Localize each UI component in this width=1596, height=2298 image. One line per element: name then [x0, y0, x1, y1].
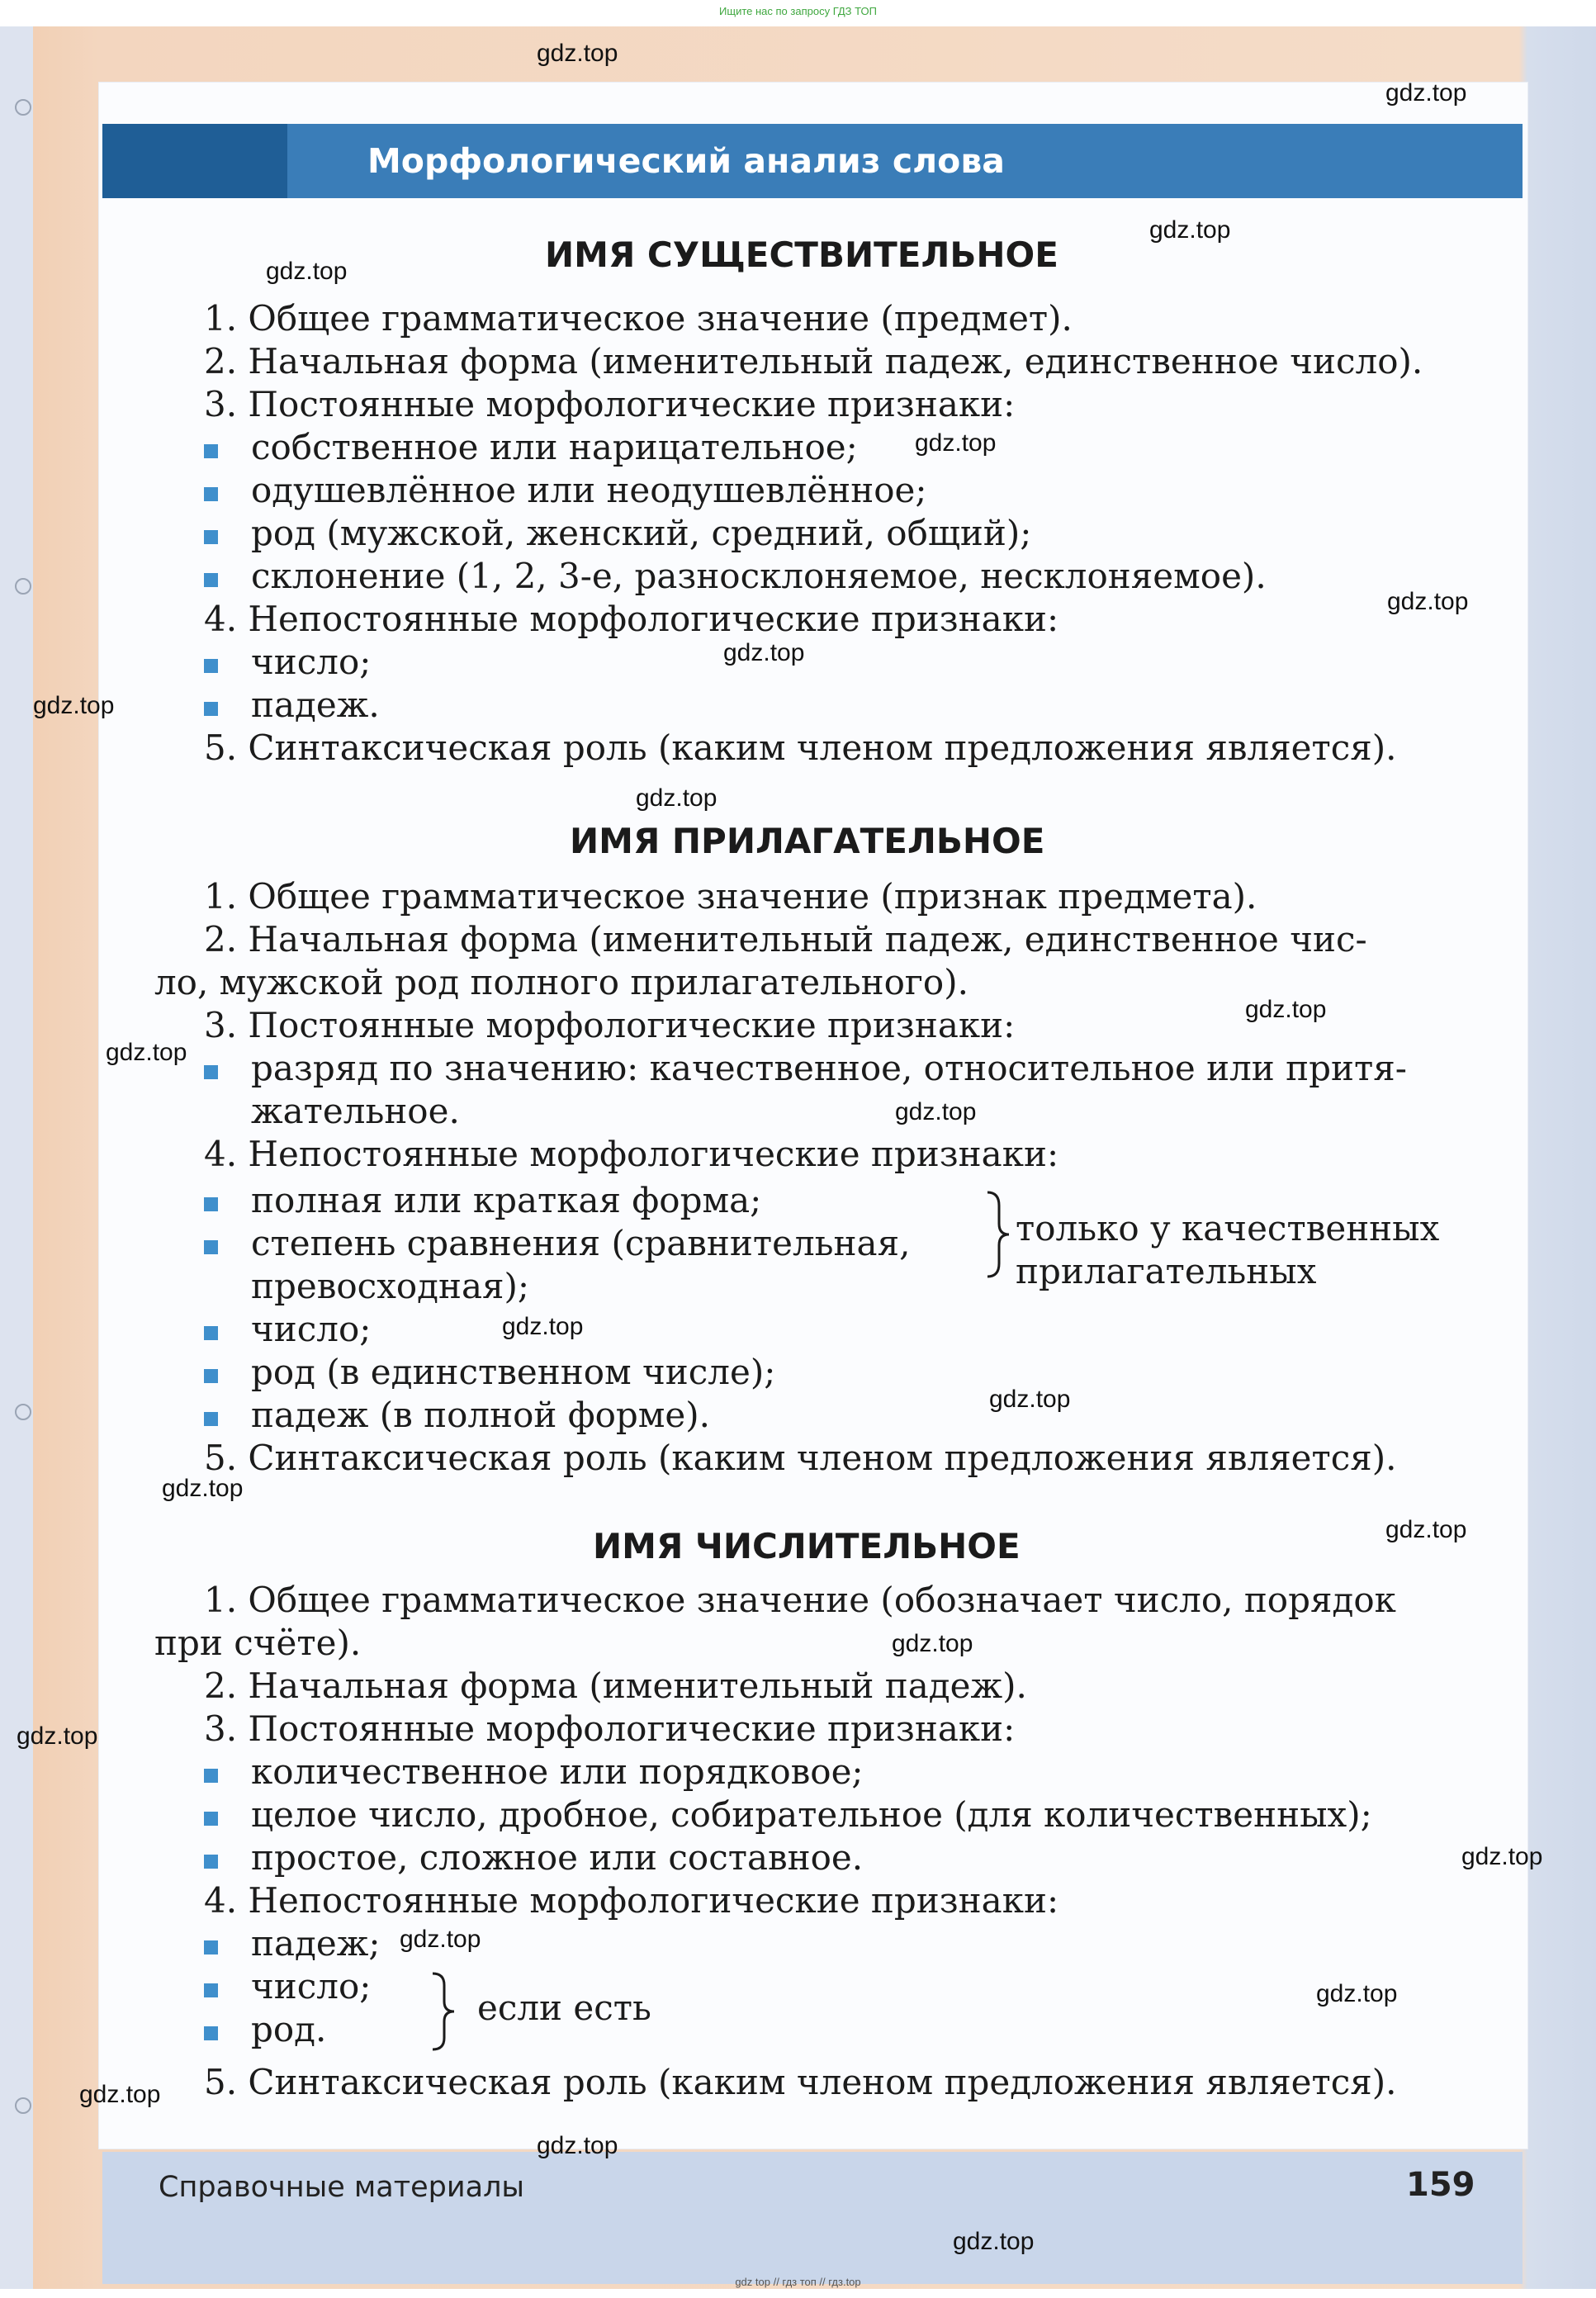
- watermark: gdz.top: [1385, 1516, 1467, 1543]
- watermark: gdz.top: [1461, 1843, 1543, 1870]
- watermark: gdz.top: [33, 692, 115, 719]
- numeral-item: целое число, дробное, собирательное (для количественных);: [251, 1794, 1372, 1835]
- noun-item: собственное или нарицательное;: [251, 427, 858, 467]
- numeral-item: при счёте).: [154, 1623, 362, 1663]
- bullet-icon: [204, 1855, 218, 1869]
- noun-item: падеж.: [251, 685, 380, 725]
- bullet-icon: [204, 1769, 218, 1783]
- bullet-icon: [204, 1983, 218, 1997]
- noun-item: число;: [251, 642, 372, 682]
- watermark: gdz.top: [79, 2081, 161, 2108]
- noun-item: склонение (1, 2, 3-е, разносклоняемое, несклоняемое).: [251, 556, 1267, 596]
- watermark: gdz.top: [892, 1630, 973, 1657]
- numeral-item: 5. Синтаксическая роль (каким членом предложения является).: [204, 2062, 1397, 2102]
- watermark: gdz.top: [989, 1386, 1071, 1413]
- adjective-item: число;: [251, 1309, 372, 1349]
- bullet-icon: [204, 444, 218, 458]
- watermark: gdz.top: [400, 1926, 481, 1953]
- adjective-item: 1. Общее грамматическое значение (признак предмета).: [204, 876, 1257, 917]
- bullet-icon: [204, 1326, 218, 1340]
- page-title: Морфологический анализ слова: [367, 141, 1005, 181]
- page-number: 159: [1406, 2166, 1475, 2204]
- section-title-adjective: ИМЯ ПРИЛАГАТЕЛЬНОЕ: [570, 821, 1045, 861]
- bullet-icon: [204, 1369, 218, 1383]
- watermark: gdz.top: [915, 429, 997, 457]
- brace-icon: [983, 1189, 1016, 1280]
- section-title-numeral: ИМЯ ЧИСЛИТЕЛЬНОЕ: [593, 1526, 1021, 1566]
- adjective-item: полная или краткая форма;: [251, 1180, 762, 1220]
- adjective-item: жательное.: [251, 1091, 460, 1131]
- bullet-icon: [204, 659, 218, 673]
- watermark: gdz.top: [1385, 79, 1467, 107]
- numeral-item: падеж;: [251, 1923, 381, 1964]
- numeral-item: 1. Общее грамматическое значение (обозначает число, порядок: [204, 1580, 1396, 1620]
- adjective-item: 2. Начальная форма (именительный падеж, единственное чис-: [204, 919, 1367, 959]
- numeral-item: простое, сложное или составное.: [251, 1837, 864, 1878]
- noun-item: род (мужской, женский, средний, общий);: [251, 513, 1032, 553]
- numeral-item: 2. Начальная форма (именительный падеж).: [204, 1665, 1027, 1706]
- watermark: gdz.top: [1245, 996, 1327, 1023]
- footer-section-label: Справочные материалы: [159, 2171, 525, 2204]
- noun-item: одушевлённое или неодушевлённое;: [251, 470, 927, 510]
- brace-note: прилагательных: [1016, 1251, 1317, 1291]
- noun-item: 3. Постоянные морфологические признаки:: [204, 384, 1016, 424]
- numeral-item: количественное или порядковое;: [251, 1751, 864, 1792]
- adjective-item: 5. Синтаксическая роль (каким членом предложения является).: [204, 1438, 1397, 1478]
- watermark: gdz.top: [1316, 1980, 1398, 2007]
- watermark: gdz.top: [895, 1098, 977, 1125]
- noun-item: 5. Синтаксическая роль (каким членом предложения является).: [204, 727, 1397, 768]
- bullet-icon: [204, 573, 218, 587]
- bullet-icon: [204, 487, 218, 501]
- bullet-icon: [204, 2026, 218, 2040]
- watermark: gdz.top: [636, 784, 717, 812]
- bullet-icon: [204, 1240, 218, 1254]
- watermark: gdz.top: [1149, 216, 1231, 244]
- watermark: gdz.top: [537, 40, 618, 67]
- adjective-item: 4. Непостоянные морфологические признаки:: [204, 1134, 1059, 1174]
- watermark: gdz.top: [266, 258, 348, 285]
- bottom-note: gdz top // гдз топ // гдз.top: [735, 2276, 861, 2288]
- numeral-item: 3. Постоянные морфологические признаки:: [204, 1708, 1016, 1749]
- watermark: gdz.top: [1387, 588, 1469, 615]
- noun-item: 2. Начальная форма (именительный падеж, единственное число).: [204, 341, 1423, 381]
- section-title-noun: ИМЯ СУЩЕСТВИТЕЛЬНОЕ: [545, 235, 1058, 275]
- watermark: gdz.top: [953, 2228, 1035, 2255]
- adjective-item: разряд по значению: качественное, относительное или притя-: [251, 1048, 1407, 1088]
- adjective-item: ло, мужской род полного прилагательного).: [154, 962, 968, 1002]
- bullet-icon: [204, 530, 218, 544]
- watermark: gdz.top: [17, 1722, 98, 1750]
- watermark: gdz.top: [502, 1313, 584, 1340]
- bullet-icon: [204, 1412, 218, 1426]
- bullet-icon: [204, 1812, 218, 1826]
- watermark: gdz.top: [723, 639, 805, 666]
- numeral-item: число;: [251, 1966, 372, 2007]
- noun-item: 4. Непостоянные морфологические признаки:: [204, 599, 1059, 639]
- watermark: gdz.top: [106, 1039, 187, 1066]
- bullet-icon: [204, 1940, 218, 1954]
- adjective-item: превосходная);: [251, 1266, 530, 1306]
- bullet-icon: [204, 1065, 218, 1079]
- watermark: gdz.top: [537, 2132, 618, 2159]
- adjective-item: падеж (в полной форме).: [251, 1395, 711, 1435]
- watermark: gdz.top: [162, 1475, 244, 1502]
- noun-item: 1. Общее грамматическое значение (предмет).: [204, 298, 1073, 339]
- brace-icon: [428, 1970, 461, 2053]
- top-note: Ищите нас по запросу ГДЗ ТОП: [719, 5, 877, 17]
- adjective-item: степень сравнения (сравнительная,: [251, 1223, 911, 1263]
- adjective-item: 3. Постоянные морфологические признаки:: [204, 1005, 1016, 1045]
- bullet-icon: [204, 1197, 218, 1211]
- numeral-item: род.: [251, 2009, 327, 2049]
- bullet-icon: [204, 702, 218, 716]
- adjective-item: род (в единственном числе);: [251, 1352, 776, 1392]
- numeral-item: 4. Непостоянные морфологические признаки:: [204, 1880, 1059, 1921]
- brace-note: если есть: [477, 1988, 651, 2028]
- brace-note: только у качественных: [1016, 1208, 1440, 1249]
